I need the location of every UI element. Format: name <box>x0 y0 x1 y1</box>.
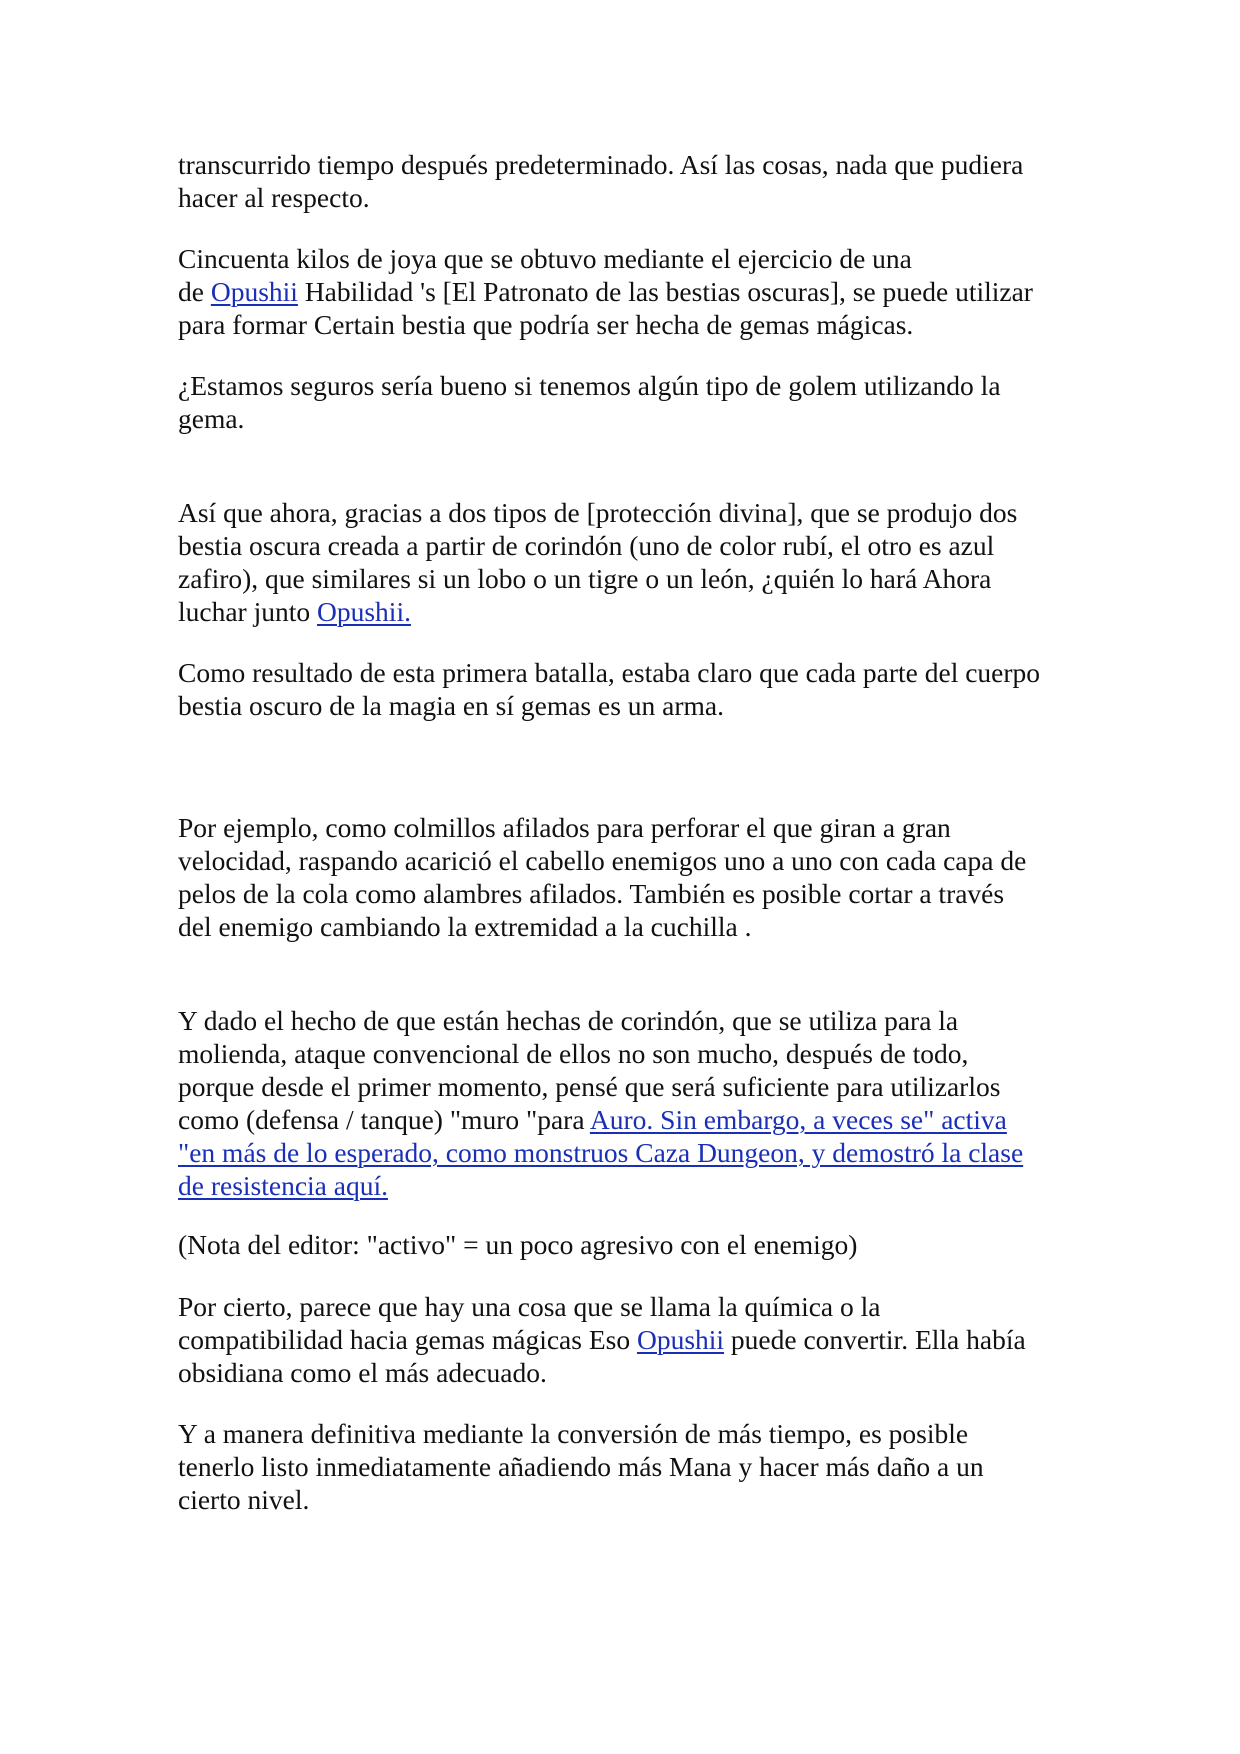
paragraph-8-editor-note <box>178 1228 1078 1261</box>
text-line: pelos de la cola como alambres afilados. También es posible cortar a través <box>178 878 1005 909</box>
text-line <box>178 275 1078 308</box>
opushii-link[interactable]: Opushii. <box>317 596 411 627</box>
text-line: Cincuenta kilos de joya que se obtuvo mediante el ejercicio de una <box>178 243 912 274</box>
text-line: tenerlo listo inmediatamente añadiendo más Mana y hacer más daño a un <box>178 1451 984 1482</box>
text-line: (Nota del editor: "activo" = un poco agresivo con el enemigo) <box>178 1229 858 1260</box>
text-line: para formar Certain bestia que podría ser hecha de gemas mágicas. <box>178 309 914 340</box>
text-fragment: compatibilidad hacia gemas mágicas Eso <box>178 1324 637 1355</box>
text-line: bestia oscuro de la magia en sí gemas es un arma. <box>178 690 724 721</box>
text-line: del enemigo cambiando la extremidad a la cuchilla . <box>178 911 752 942</box>
paragraph-10 <box>178 1417 1078 1516</box>
auro-link-continued[interactable]: "en más de lo esperado, como monstruos Caza Dungeon, y demostró la clase <box>178 1137 1024 1168</box>
text-line: bestia oscura creada a partir de corindón (uno de color rubí, el otro es azul <box>178 530 995 561</box>
text-line: Como resultado de esta primera batalla, estaba claro que cada parte del cuerpo <box>178 657 1041 688</box>
text-line: gema. <box>178 403 245 434</box>
text-fragment: como (defensa / tanque) "muro "para <box>178 1104 590 1135</box>
text-line: obsidiana como el más adecuado. <box>178 1357 547 1388</box>
text-line: Y a manera definitiva mediante la conversión de más tiempo, es posible <box>178 1418 969 1449</box>
auro-link[interactable]: Auro. Sin embargo, a veces se" activa <box>589 1104 1007 1135</box>
text-line: Por cierto, parece que hay una cosa que se llama la química o la <box>178 1291 881 1322</box>
text-line: molienda, ataque convencional de ellos no son mucho, después de todo, <box>178 1038 969 1069</box>
text-fragment: Habilidad 's [El Patronato de las bestias oscuras], se puede utilizar <box>297 276 1033 307</box>
paragraph-4 <box>178 496 1078 628</box>
paragraph-7 <box>178 1004 1078 1202</box>
text-fragment: puede convertir. Ella había <box>724 1324 1026 1355</box>
text-line <box>178 1103 1078 1136</box>
text-line <box>178 1136 1078 1169</box>
text-fragment: de <box>178 276 211 307</box>
text-line: hacer al respecto. <box>178 182 370 213</box>
text-fragment: luchar junto <box>178 596 317 627</box>
text-line: Y dado el hecho de que están hechas de corindón, que se utiliza para la <box>178 1005 959 1036</box>
paragraph-1 <box>178 148 1078 214</box>
text-line: cierto nivel. <box>178 1484 310 1515</box>
text-line <box>178 1323 1078 1356</box>
text-line: velocidad, raspando acarició el cabello enemigos uno a uno con cada capa de <box>178 845 1027 876</box>
paragraph-3 <box>178 369 1078 435</box>
paragraph-6 <box>178 811 1078 943</box>
paragraph-2 <box>178 242 1078 341</box>
paragraph-5 <box>178 656 1078 722</box>
text-line: ¿Estamos seguros sería bueno si tenemos algún tipo de golem utilizando la <box>178 370 1001 401</box>
text-line <box>178 1169 1078 1202</box>
opushii-link[interactable]: Opushii <box>636 1324 725 1355</box>
text-line: porque desde el primer momento, pensé que será suficiente para utilizarlos <box>178 1071 1001 1102</box>
auro-link-continued[interactable]: de resistencia aquí. <box>178 1170 388 1201</box>
text-line: Por ejemplo, como colmillos afilados para perforar el que giran a gran <box>178 812 951 843</box>
text-line: zafiro), que similares si un lobo o un tigre o un león, ¿quién lo hará Ahora <box>178 563 992 594</box>
paragraph-9 <box>178 1290 1078 1389</box>
text-line: transcurrido tiempo después predeterminado. Así las cosas, nada que pudiera <box>178 149 1024 180</box>
text-line: Así que ahora, gracias a dos tipos de [protección divina], que se produjo dos <box>178 497 1018 528</box>
opushii-link[interactable]: Opushii <box>210 276 298 307</box>
text-line <box>178 595 1078 628</box>
